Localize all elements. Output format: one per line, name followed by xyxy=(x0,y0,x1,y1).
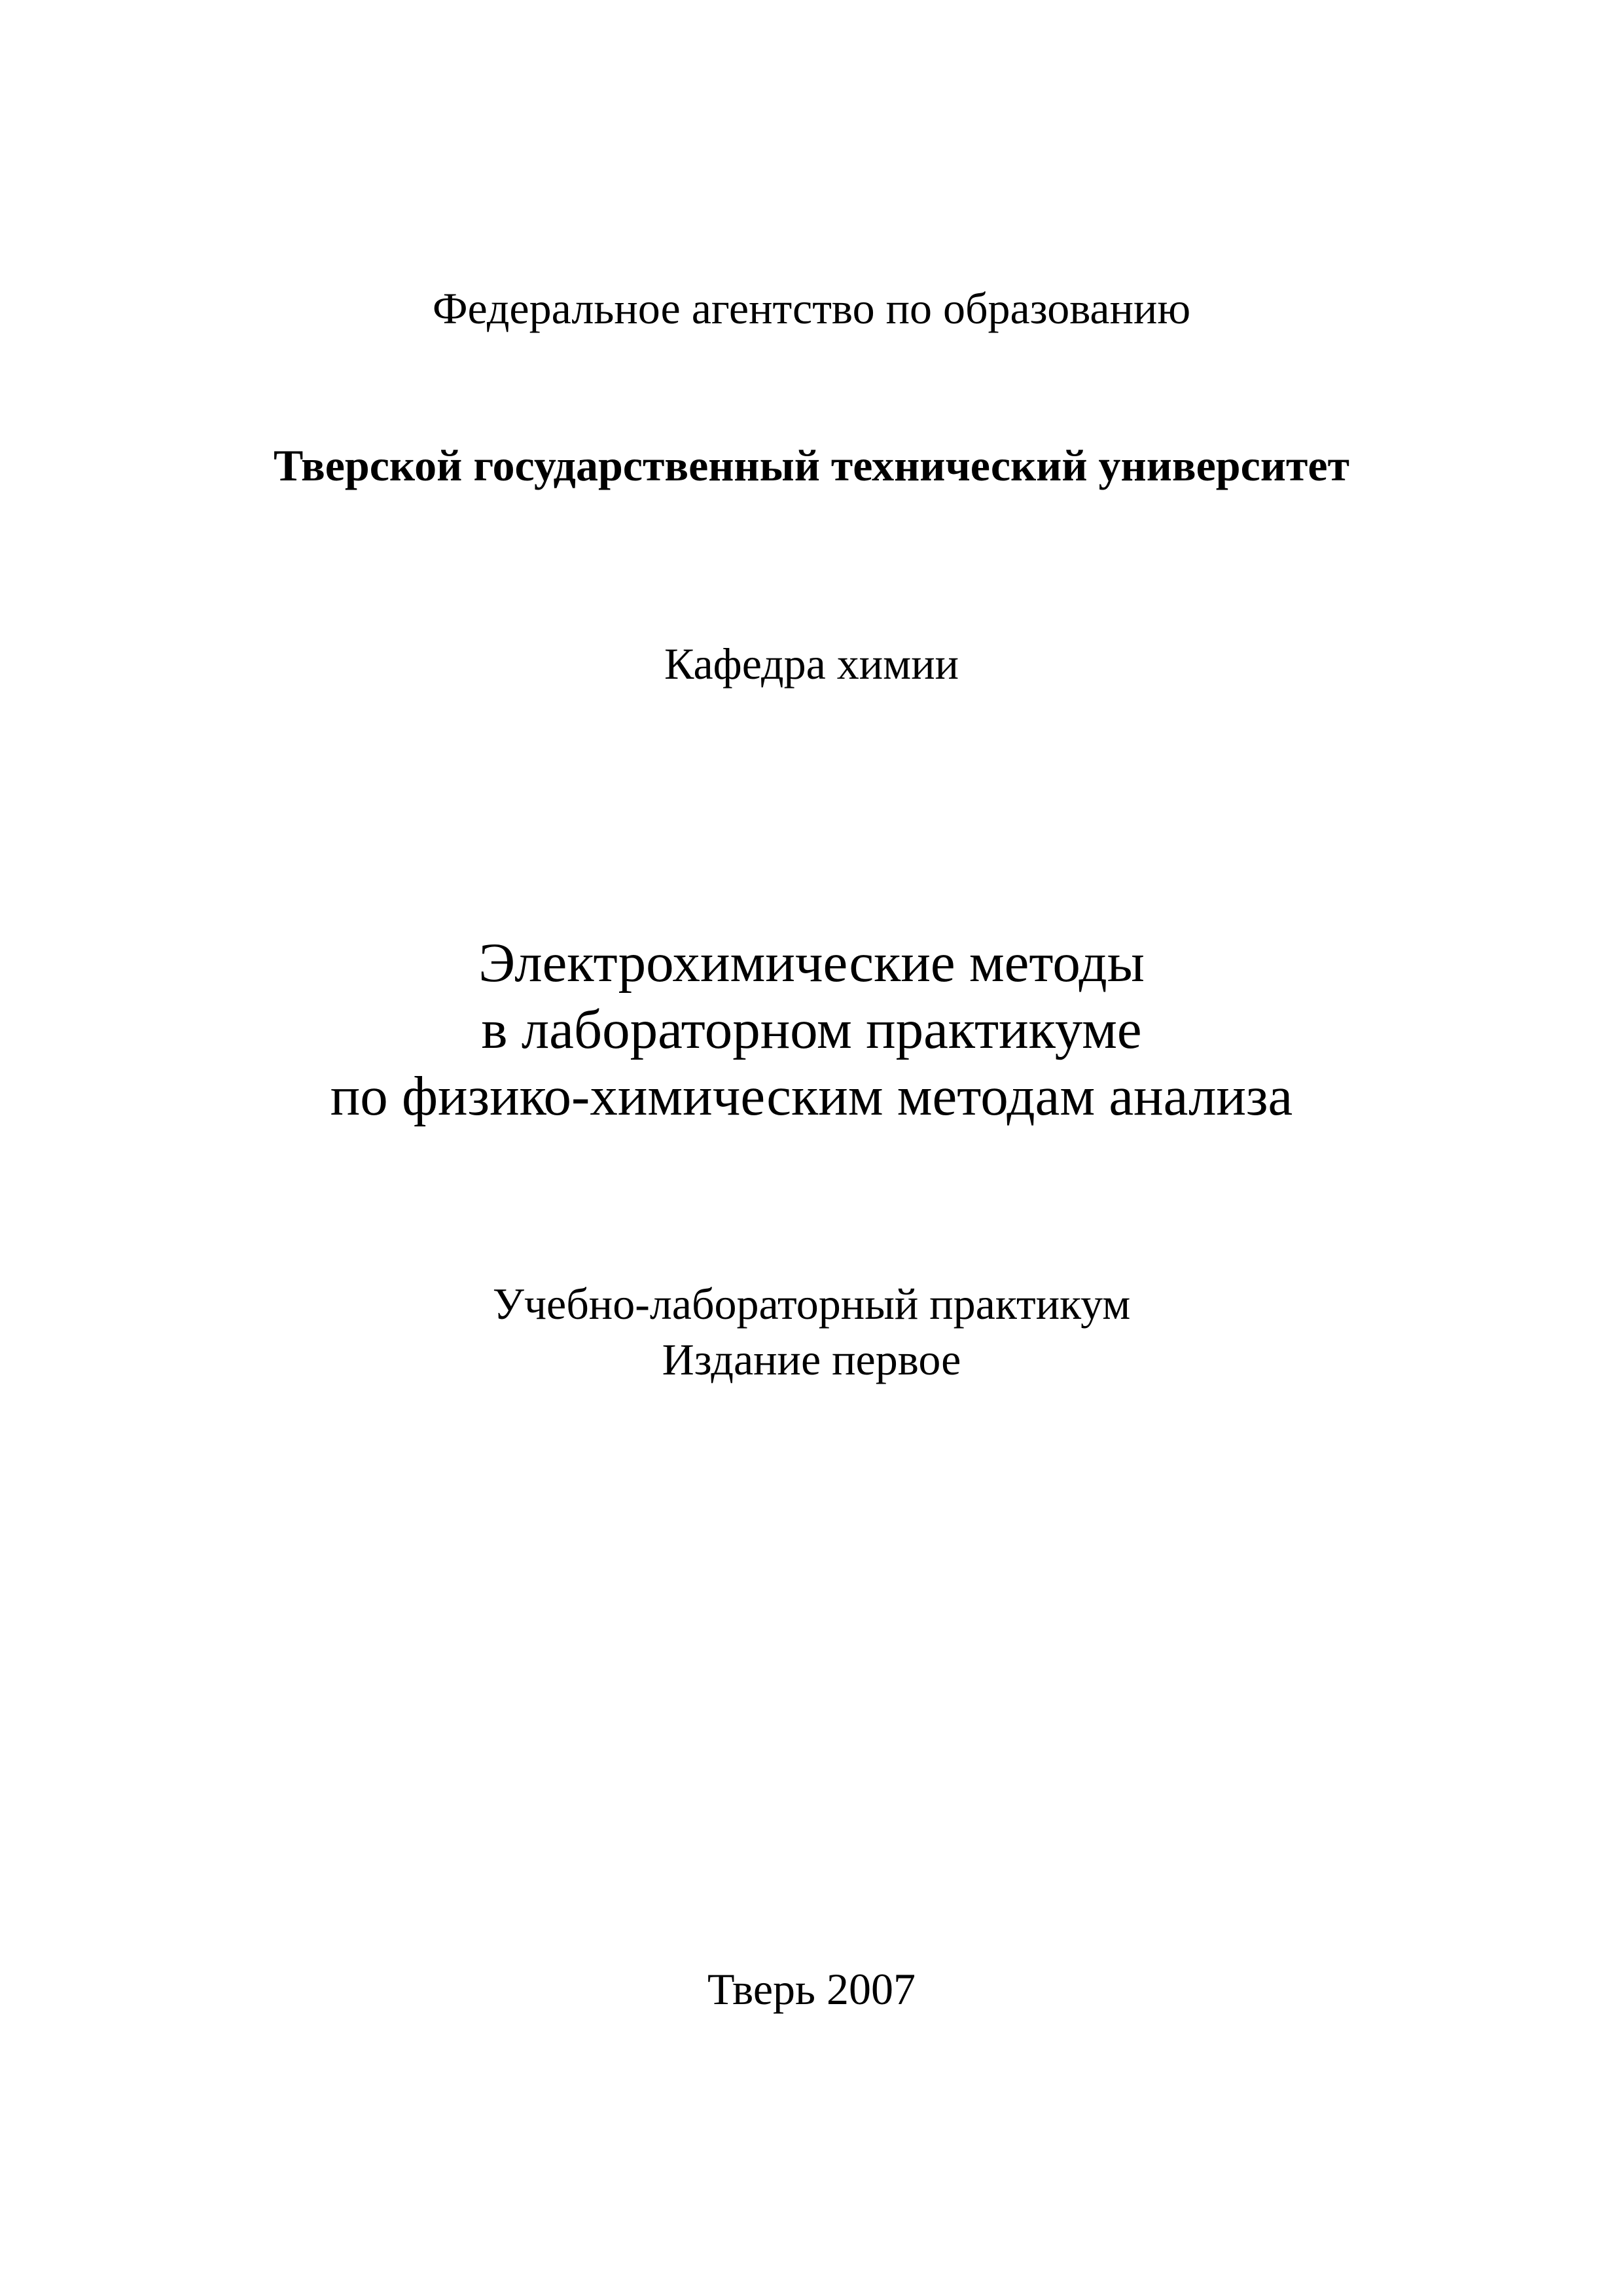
title-line-3: по физико-химическим методам анализа xyxy=(330,1066,1293,1127)
city-year: Тверь 2007 xyxy=(707,1964,916,2014)
document-title xyxy=(0,929,1623,1130)
document-subtitle xyxy=(0,1276,1623,1388)
university-name: Тверской государственный технический университет xyxy=(274,440,1349,490)
edition-label: Издание первое xyxy=(662,1335,961,1384)
department-name: Кафедра химии xyxy=(664,639,959,689)
title-line-2: в лабораторном практикуме xyxy=(481,999,1142,1060)
publication-type: Учебно-лабораторный практикум xyxy=(492,1279,1131,1329)
agency-name: Федеральное агентство по образованию xyxy=(432,283,1191,333)
title-line-1: Электрохимические методы xyxy=(478,932,1145,994)
